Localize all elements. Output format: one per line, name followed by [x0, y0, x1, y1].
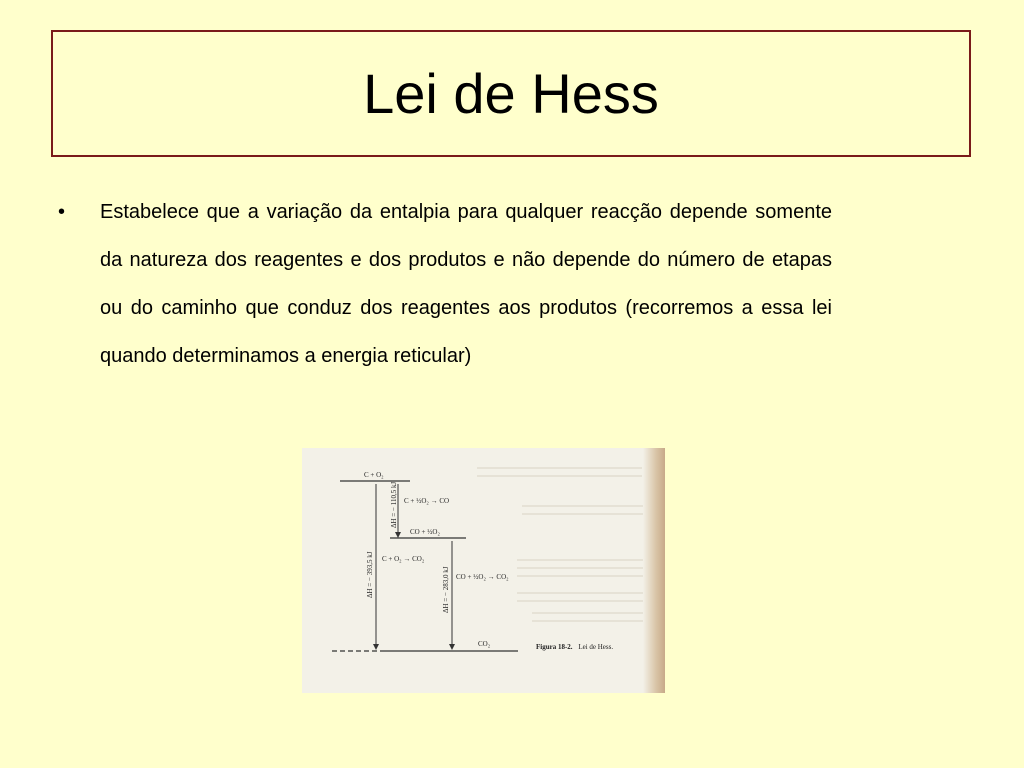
arrow-upper-label: ΔH = − 110,5 kJ	[390, 481, 398, 528]
arrow-lower-label: ΔH = − 283,0 kJ	[442, 566, 450, 613]
title-box	[51, 30, 971, 157]
figure-caption	[536, 643, 613, 651]
enthalpy-diagram	[302, 448, 665, 693]
bullet-text: Estabelece que a variação da entalpia para qualquer reacção depende somente da natureza dos reagentes e dos produtos e não depende do número de etapas ou do caminho que conduz dos reagentes aos produtos (recorremos a essa lei quando determinamos a energia reticular)	[100, 201, 832, 367]
scanned-figure	[302, 448, 665, 693]
arrow-lower-head	[449, 644, 455, 650]
reaction-upper-label: C + ½O₂ → CO	[404, 497, 450, 505]
faint-page-text	[477, 468, 647, 621]
slide-title: Lei de Hess	[363, 62, 659, 125]
bullet-item	[58, 188, 832, 380]
arrow-left-label: ΔH = − 393,5 kJ	[366, 551, 374, 598]
figure-caption-text: Lei de Hess.	[578, 643, 614, 651]
figure-caption-number: Figura 18-2.	[536, 643, 573, 651]
bullet-marker: •	[58, 201, 66, 223]
arrow-left-head	[373, 644, 379, 650]
level-co-label: CO + ½O₂	[410, 528, 440, 536]
page-fold-shadow	[643, 448, 665, 693]
level-top-label: C + O₂	[364, 471, 384, 479]
reaction-right-label: CO + ½O₂ → CO₂	[456, 573, 509, 581]
level-bottom-label: CO₂	[478, 640, 491, 648]
arrow-upper-head	[395, 532, 401, 538]
reaction-left-label: C + O₂ → CO₂	[382, 555, 425, 563]
